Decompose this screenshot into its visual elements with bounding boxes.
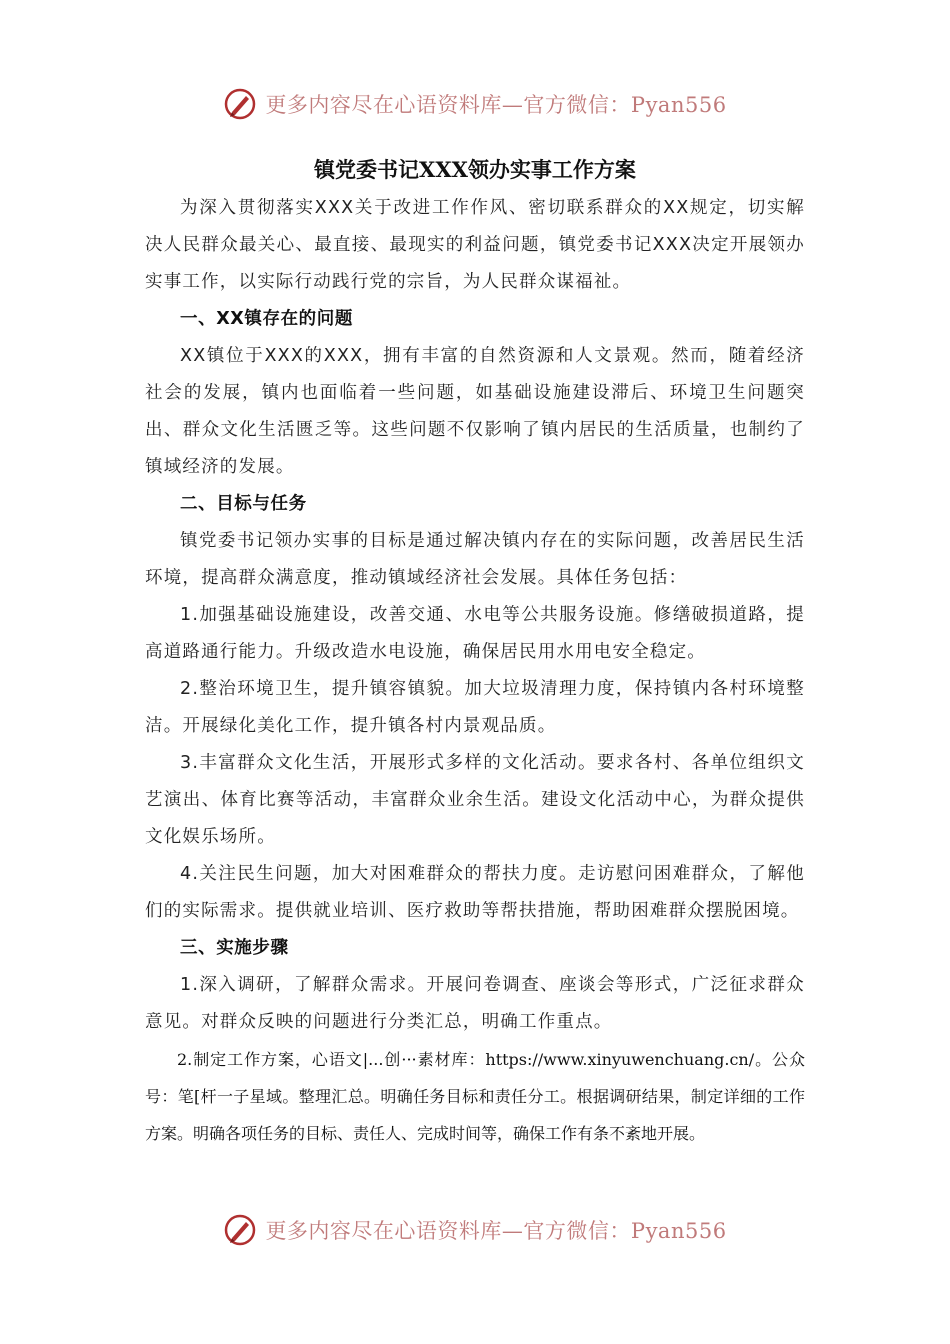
section-heading-steps: 三、实施步骤 <box>180 938 289 958</box>
watermark-text: 更多内容尽在心语资料库—官方微信：Pyan556 <box>265 1219 727 1243</box>
task-item-3: 3.丰富群众文化生活，开展形式多样的文化活动。要求各村、各单位组织文艺演出、体育比赛等活动，丰富群众业余生活。建设文化活动中心，为群众提供文化娱乐场所。 <box>145 753 805 847</box>
watermark-text: 更多内容尽在心语资料库—官方微信：Pyan556 <box>265 93 727 117</box>
pen-logo-icon <box>223 87 257 121</box>
footer-watermark-banner <box>0 1210 950 1250</box>
step-item-1: 1.深入调研，了解群众需求。开展问卷调查、座谈会等形式，广泛征求群众意见。对群众反映的问题进行分类汇总，明确工作重点。 <box>145 975 805 1032</box>
section-heading-goals: 二、目标与任务 <box>180 494 307 514</box>
task-item-4: 4.关注民生问题，加大对困难群众的帮扶力度。走访慰问困难群众，了解他们的实际需求。提供就业培训、医疗救助等帮扶措施，帮助困难群众摆脱困境。 <box>145 864 805 921</box>
task-item-2: 2.整治环境卫生，提升镇容镇貌。加大垃圾清理力度，保持镇内各村环境整洁。开展绿化美化工作，提升镇各村内景观品质。 <box>145 679 805 736</box>
step-item-2: 2.制定工作方案，心语文|...创···素材库：https://www.xinyuwenchuang.cn/。公众号：笔[杆一子星域。整理汇总。明确任务目标和责任分工。根据调研结果，制定详细的工作方案。明确各项任务的目标、责任人、完成时间等，确保工作有条不紊地开展。 <box>145 1050 805 1143</box>
intro-paragraph: 为深入贯彻落实XXX关于改进工作作风、密切联系群众的XX规定，切实解决人民群众最关心、最直接、最现实的利益问题，镇党委书记XXX决定开展领办实事工作，以实际行动践行党的宗旨，为人民群众谋福祉。 <box>145 198 805 292</box>
problems-paragraph: XX镇位于XXX的XXX，拥有丰富的自然资源和人文景观。然而，随着经济社会的发展，镇内也面临着一些问题，如基础设施建设滞后、环境卫生问题突出、群众文化生活匮乏等。这些问题不仅影响了镇内居民的生活质量，也制约了镇域经济的发展。 <box>145 346 805 477</box>
goals-paragraph: 镇党委书记领办实事的目标是通过解决镇内存在的实际问题，改善居民生活环境，提高群众满意度，推动镇域经济社会发展。具体任务包括： <box>145 531 805 588</box>
document-body <box>145 190 805 1152</box>
pen-logo-icon <box>223 1213 257 1247</box>
document-title: 镇党委书记XXX领办实事工作方案 <box>314 157 636 182</box>
section-heading-problems: 一、XX镇存在的问题 <box>180 309 353 329</box>
task-item-1: 1.加强基础设施建设，改善交通、水电等公共服务设施。修缮破损道路，提高道路通行能力。升级改造水电设施，确保居民用水用电安全稳定。 <box>145 605 805 662</box>
header-watermark-banner <box>0 84 950 124</box>
